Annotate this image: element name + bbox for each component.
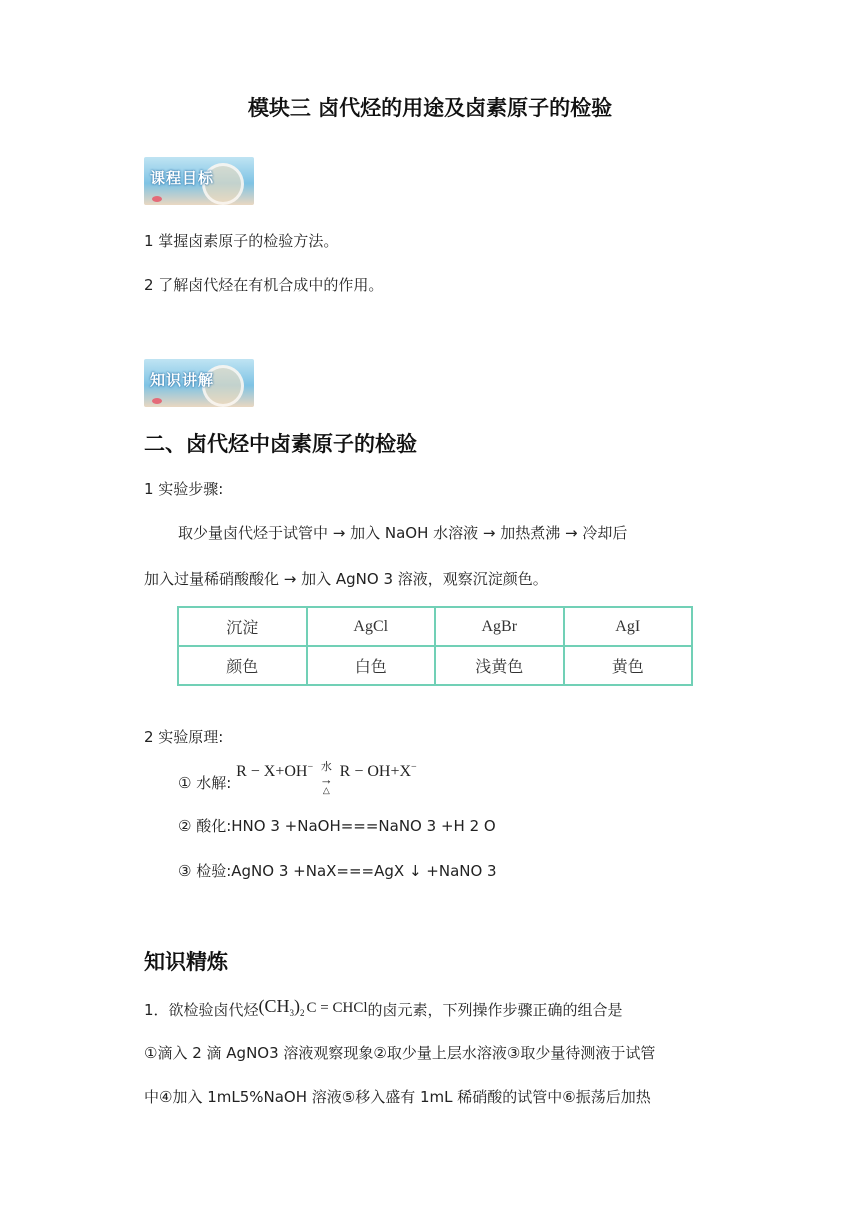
question-1-line-3: 中④加入 1mL5%NaOH 溶液⑤移入盛有 1mL 稀硝酸的试管中⑥振荡后加热: [144, 1088, 651, 1106]
table-cell: AgBr: [435, 607, 564, 646]
principle-label: ① 水解:: [178, 774, 232, 792]
goal-item-2: 2 了解卤代烃在有机合成中的作用。: [144, 276, 384, 294]
table-cell: 黄色: [564, 646, 693, 685]
badge-leaf-icon: [152, 196, 162, 202]
formula-part: C = CHCl: [306, 1000, 368, 1016]
badge-label: 课程目标: [150, 169, 215, 187]
question-prefix: 1．欲检验卤代烃: [144, 1001, 259, 1019]
table-row: [178, 646, 692, 685]
arrow-top-label: 水: [320, 761, 332, 773]
page-title: 模块三 卤代烃的用途及卤素原子的检验: [247, 96, 613, 120]
principle-test: ③ 检验:AgNO 3 +NaX===AgX ↓ +NaNO 3: [178, 862, 497, 880]
table-cell: AgCl: [307, 607, 436, 646]
formula-part: ): [294, 996, 301, 1016]
formula-part: (CH: [258, 996, 290, 1016]
superscript: −: [307, 762, 314, 773]
badge-leaf-icon: [152, 398, 162, 404]
table-header-row: [178, 607, 692, 646]
step-line-1: 取少量卤代烃于试管中 → 加入 NaOH 水溶液 → 加热煮沸 → 冷却后: [178, 524, 628, 542]
principle-acidification: ② 酸化:HNO 3 +NaOH===NaNO 3 +H 2 O: [178, 817, 496, 835]
precipitate-color-table: [177, 606, 693, 686]
principle-hydrolysis: [178, 762, 417, 795]
equation-right: [340, 763, 417, 780]
table-cell: 浅黄色: [435, 646, 564, 685]
subscript: 3: [289, 1008, 295, 1018]
badge-label: 知识讲解: [150, 371, 215, 389]
knowledge-badge: [144, 359, 254, 407]
table-cell: 白色: [307, 646, 436, 685]
table-cell: 颜色: [178, 646, 307, 685]
equation-left: [236, 763, 313, 780]
section-heading: 二、卤代烃中卤素原子的检验: [144, 432, 417, 456]
arrow-icon: →: [319, 772, 333, 787]
reaction-arrow: [320, 762, 333, 795]
table-cell: 沉淀: [178, 607, 307, 646]
arrow-bottom-label: △: [322, 785, 330, 795]
step-title: 1 实验步骤:: [144, 480, 224, 498]
equation-right-text: R − OH+X: [339, 763, 412, 781]
course-goals-badge: [144, 157, 254, 205]
practice-heading: 知识精炼: [144, 950, 228, 974]
question-1: [144, 996, 623, 1020]
question-1-line-2: ①滴入 2 滴 AgNO3 溶液观察现象②取少量上层水溶液③取少量待测液于试管: [144, 1044, 656, 1062]
subscript: 2: [300, 1008, 305, 1018]
goal-item-1: 1 掌握卤素原子的检验方法。: [144, 232, 339, 250]
superscript: −: [411, 762, 417, 773]
principle-title: 2 实验原理:: [144, 728, 224, 746]
equation-left-text: R − X+OH: [236, 763, 308, 781]
formula: [258, 996, 368, 1018]
table-cell: AgI: [564, 607, 693, 646]
step-line-2: 加入过量稀硝酸酸化 → 加入 AgNO 3 溶液，观察沉淀颜色。: [144, 570, 548, 588]
question-suffix: 的卤元素，下列操作步骤正确的组合是: [367, 1001, 623, 1019]
